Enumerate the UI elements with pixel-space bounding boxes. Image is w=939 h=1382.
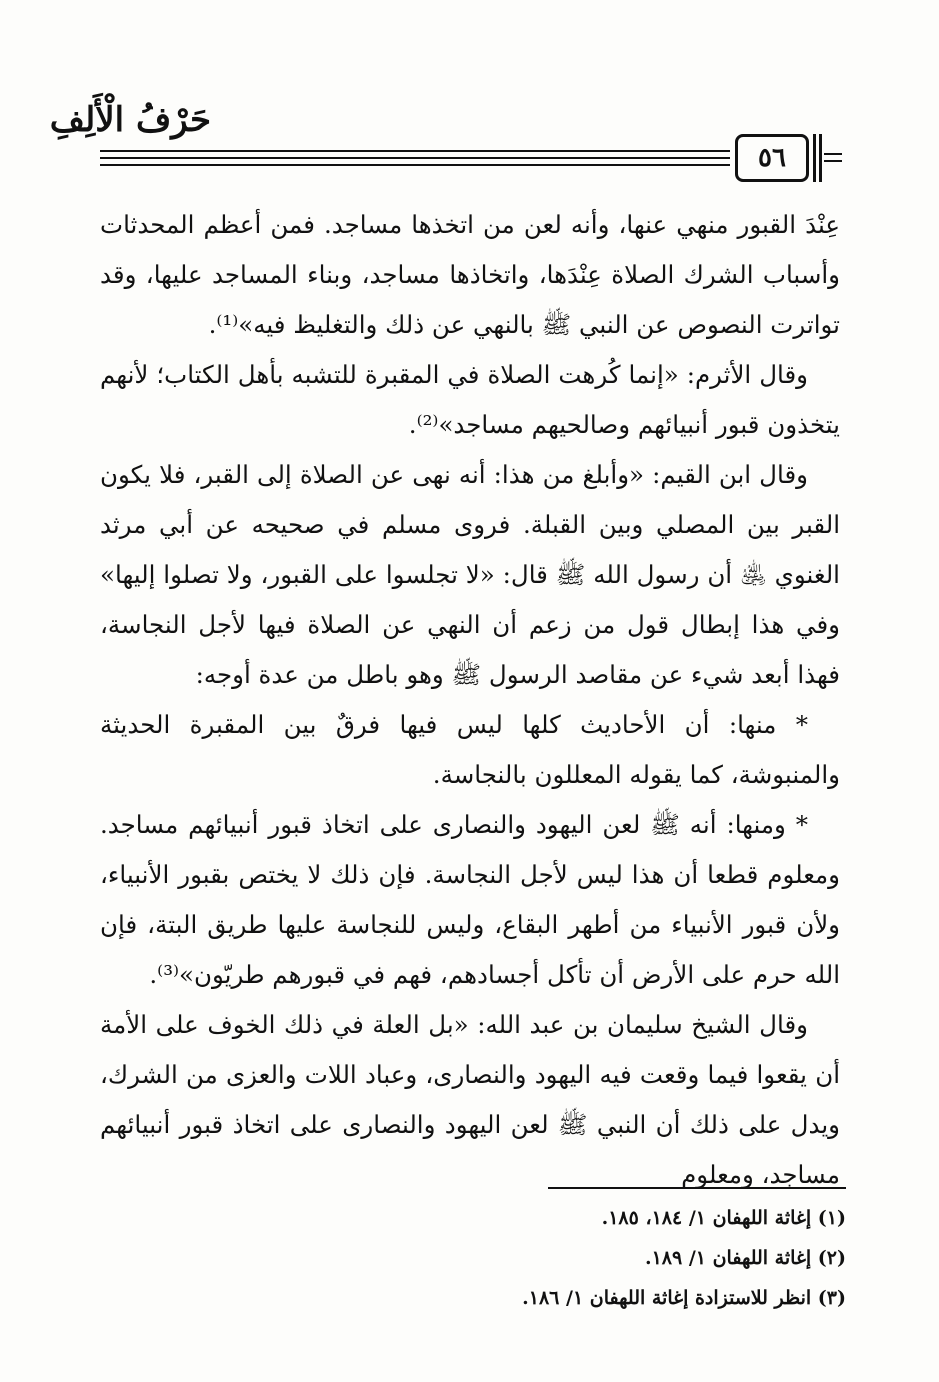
header-bar-right — [819, 134, 822, 182]
header-tick-top — [824, 153, 842, 155]
footnote-2: (٢) إغاثة اللهفان ١/ ١٨٩. — [644, 1247, 846, 1269]
footnote-3: (٣) انظر للاستزادة إغاثة اللهفان ١/ ١٨٦. — [522, 1287, 846, 1309]
paragraph-4: * منها: أن الأحاديث كلها ليس فيها فرقٌ بين المقبرة الحديثة والمنبوشة، كما يقوله المعللون بالنجاسة. — [100, 710, 840, 789]
main-text — [100, 200, 840, 1200]
header-rule-bottom — [100, 157, 730, 159]
footnote-1: (١) إغاثة اللهفان ١/ ١٨٤، ١٨٥. — [601, 1207, 846, 1229]
paragraph-5: * ومنها: أنه ﷺ لعن اليهود والنصارى على اتخاذ قبور أنبيائهم مساجد. ومعلوم قطعا أن هذا ليس لأجل النجاسة. فإن ذلك لا يختص بقبور الأنبياء، ولأن قبور الأنبياء من أطهر البقاع، وليس للنجاسة عليها طريق البتة، فإن الله حرم على الأرض أن تأكل أجسادهم، فهم في قبورهم طريّون»⁽³⁾. — [100, 810, 840, 989]
footnotes — [300, 1198, 846, 1318]
page-header — [0, 0, 939, 200]
header-tick-bottom — [824, 160, 842, 162]
header-bar-left — [813, 134, 816, 182]
paragraph-6: وقال الشيخ سليمان بن عبد الله: «بل العلة في ذلك الخوف على الأمة أن يقعوا فيما وقعت فيه اليهود والنصارى، وعباد اللات والعزى من الشرك، ويدل على ذلك أن النبي ﷺ لعن اليهود والنصارى على اتخاذ قبور أنبيائهم مساجد، ومعلوم — [100, 1010, 840, 1189]
paragraph-1: عِنْدَ القبور منهي عنها، وأنه لعن من اتخذها مساجد. فمن أعظم المحدثات وأسباب الشرك الصلاة عِنْدَها، واتخاذها مساجد، وبناء المساجد عليها، وقد تواترت النصوص عن النبي ﷺ بالنهي عن ذلك والتغليظ فيه»⁽¹⁾. — [100, 210, 840, 339]
footnote-divider — [548, 1187, 846, 1189]
paragraph-3: وقال ابن القيم: «وأبلغ من هذا: أنه نهى عن الصلاة إلى القبر، فلا يكون القبر بين المصلي وبين القبلة. فروى مسلم في صحيحه عن أبي مرثد الغنوي ﵁ أن رسول الله ﷺ قال: «لا تجلسوا على القبور، ولا تصلوا إليها» وفي هذا إبطال قول من زعم أن النهي عن الصلاة فيها لأجل النجاسة، فهذا أبعد شيء عن مقاصد الرسول ﷺ وهو باطل من عدة أوجه: — [100, 460, 840, 689]
header-rule-underline — [100, 164, 730, 166]
header-rule-top — [100, 150, 730, 152]
paragraph-2: وقال الأثرم: «إنما كُرهت الصلاة في المقبرة للتشبه بأهل الكتاب؛ لأنهم يتخذون قبور أنبيائهم وصالحيهم مساجد»⁽²⁾. — [100, 360, 840, 439]
page-number: ٥٦ — [735, 134, 809, 182]
chapter-title: حَرْفُ الْأَلِفِ — [49, 100, 211, 140]
